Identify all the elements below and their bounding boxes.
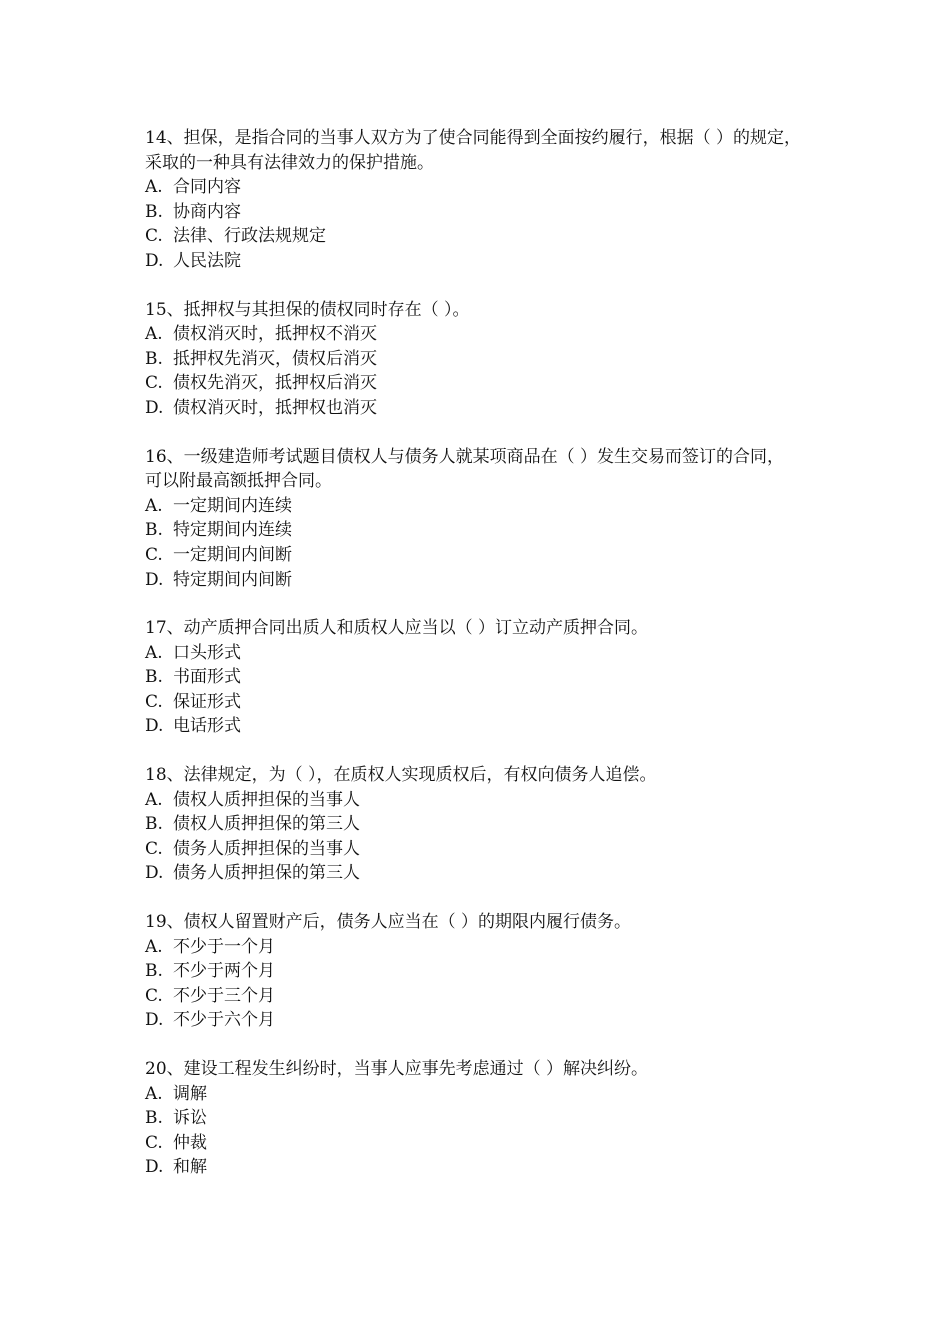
option-text: 诉讼 [173, 1108, 207, 1129]
question-stem-line: 16、一级建造师考试题目债权人与债务人就某项商品在（ ）发生交易而签订的合同， [145, 446, 785, 467]
answer-option [145, 1106, 905, 1131]
option-letter: D. [145, 863, 164, 884]
option-text: 债权人质押担保的第三人 [173, 814, 360, 835]
option-text: 合同内容 [173, 177, 241, 198]
question-stem [145, 1057, 905, 1082]
option-text: 债权先消灭，抵押权后消灭 [173, 373, 377, 394]
answer-option [145, 347, 905, 372]
question-stem [145, 126, 905, 175]
answer-option [145, 812, 905, 837]
option-text: 协商内容 [173, 201, 241, 222]
option-letter: D. [145, 1157, 164, 1178]
answer-option [145, 1131, 905, 1156]
answer-option [145, 1155, 905, 1180]
question-block [145, 910, 905, 1033]
answer-option [145, 984, 905, 1009]
answer-option [145, 788, 905, 813]
option-text: 不少于六个月 [173, 1010, 275, 1031]
option-letter: A. [145, 789, 163, 810]
question-block [145, 298, 905, 421]
question-block [145, 445, 905, 593]
option-letter: D. [145, 397, 164, 418]
option-letter: C. [145, 544, 163, 565]
option-text: 口头形式 [173, 642, 241, 663]
option-text: 一定期间内间断 [173, 544, 292, 565]
question-stem-line: 14、担保，是指合同的当事人双方为了使合同能得到全面按约履行，根据（ ）的规定， [145, 128, 802, 148]
answer-option [145, 714, 905, 739]
question-stem-line: 19、债权人留置财产后，债务人应当在（ ）的期限内履行债务。 [145, 912, 632, 933]
question-stem [145, 763, 905, 788]
option-text: 债务人质押担保的第三人 [173, 863, 360, 884]
option-text: 不少于两个月 [173, 961, 275, 982]
answer-option [145, 665, 905, 690]
question-block [145, 1057, 905, 1180]
answer-option [145, 935, 905, 960]
option-letter: A. [145, 642, 163, 663]
answer-option [145, 494, 905, 519]
option-letter: D. [145, 1010, 164, 1031]
answer-option [145, 518, 905, 543]
question-block [145, 126, 905, 274]
option-letter: B. [145, 961, 163, 982]
question-stem-line: 采取的一种具有法律效力的保护措施。 [145, 152, 434, 173]
option-text: 不少于一个月 [173, 936, 275, 957]
answer-option [145, 959, 905, 984]
option-letter: A. [145, 936, 163, 957]
option-letter: B. [145, 348, 163, 369]
answer-option [145, 175, 905, 200]
option-text: 保证形式 [173, 691, 241, 712]
option-text: 电话形式 [173, 716, 241, 737]
option-letter: C. [145, 373, 163, 394]
question-block [145, 763, 905, 886]
option-letter: C. [145, 1132, 163, 1153]
question-list [145, 126, 905, 1204]
answer-option [145, 568, 905, 593]
option-text: 法律、行政法规规定 [173, 226, 326, 247]
answer-option [145, 1082, 905, 1107]
option-text: 调解 [173, 1083, 207, 1104]
option-text: 债务人质押担保的当事人 [173, 838, 360, 859]
answer-option [145, 224, 905, 249]
option-letter: C. [145, 985, 163, 1006]
option-letter: B. [145, 814, 163, 835]
question-stem [145, 616, 905, 641]
option-letter: D. [145, 569, 164, 590]
option-letter: A. [145, 177, 163, 198]
option-letter: A. [145, 495, 163, 516]
question-stem [145, 298, 905, 323]
option-letter: D. [145, 716, 164, 737]
option-letter: D. [145, 250, 164, 271]
option-text: 特定期间内连续 [173, 520, 292, 541]
option-text: 书面形式 [173, 667, 241, 688]
option-text: 债权消灭时，抵押权不消灭 [173, 324, 377, 345]
option-text: 和解 [173, 1157, 207, 1178]
answer-option [145, 396, 905, 421]
option-letter: B. [145, 667, 163, 688]
option-letter: B. [145, 520, 163, 541]
option-text: 仲裁 [173, 1132, 207, 1153]
answer-option [145, 249, 905, 274]
answer-option [145, 322, 905, 347]
question-block [145, 616, 905, 739]
question-stem-line: 20、建设工程发生纠纷时，当事人应事先考虑通过（ ）解决纠纷。 [145, 1059, 649, 1079]
option-letter: C. [145, 226, 163, 247]
option-letter: C. [145, 838, 163, 859]
option-letter: C. [145, 691, 163, 712]
option-letter: A. [145, 1083, 163, 1104]
answer-option [145, 371, 905, 396]
question-stem-line: 可以附最高额抵押合同。 [145, 471, 332, 492]
option-text: 人民法院 [173, 250, 241, 271]
answer-option [145, 200, 905, 225]
option-text: 一定期间内连续 [173, 495, 292, 516]
option-text: 债权人质押担保的当事人 [173, 789, 360, 810]
option-text: 不少于三个月 [173, 985, 275, 1006]
option-text: 特定期间内间断 [173, 569, 292, 590]
question-stem-line: 15、抵押权与其担保的债权同时存在（ ）。 [145, 299, 470, 320]
question-stem [145, 910, 905, 935]
option-letter: B. [145, 1108, 163, 1129]
answer-option [145, 861, 905, 886]
answer-option [145, 641, 905, 666]
option-letter: B. [145, 201, 163, 222]
answer-option [145, 690, 905, 715]
question-stem-line: 18、法律规定，为（ ），在质权人实现质权后，有权向债务人追偿。 [145, 765, 657, 786]
option-letter: A. [145, 324, 163, 345]
answer-option [145, 543, 905, 568]
answer-option [145, 837, 905, 862]
option-text: 抵押权先消灭，债权后消灭 [173, 348, 377, 369]
question-stem [145, 445, 905, 494]
answer-option [145, 1008, 905, 1033]
option-text: 债权消灭时，抵押权也消灭 [173, 397, 377, 418]
question-stem-line: 17、动产质押合同出质人和质权人应当以（ ）订立动产质押合同。 [145, 618, 649, 639]
